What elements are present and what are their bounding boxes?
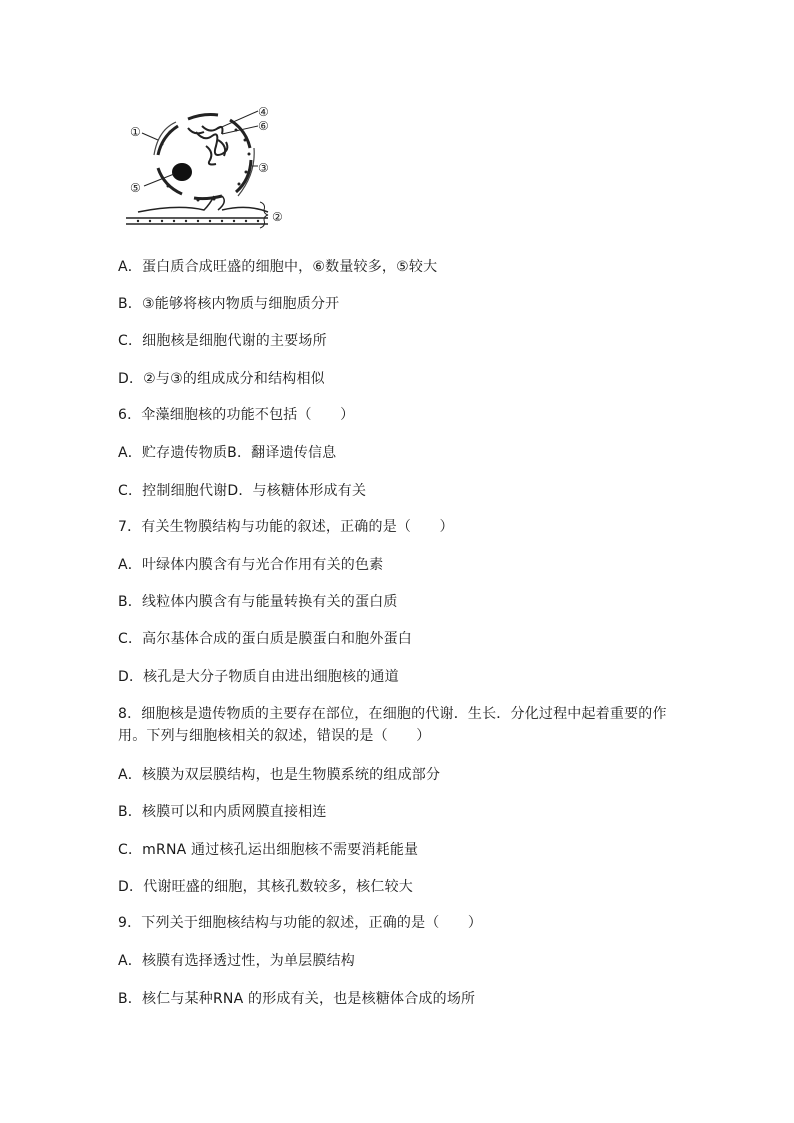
option-cd: C．控制细胞代谢D．与核糖体形成有关 [118,483,367,499]
label-6: ⑥ [258,119,269,133]
option-c: C．细胞核是细胞代谢的主要场所 [118,333,327,349]
nuclear-envelope-segment [188,115,218,120]
chromatin [188,126,227,165]
option-a: A．叶绿体内膜含有与光合作用有关的色素 [118,557,384,573]
question-6: 6．伞藻细胞核的功能不包括（ ） [118,407,355,423]
nuclear-envelope-segment [230,120,250,148]
option-c: C．mRNA 通过核孔运出细胞核不需要消耗能量 [118,842,419,858]
nucleolus [172,163,192,181]
option-ab: A．贮存遗传物质B．翻译遗传信息 [118,445,337,461]
nuclear-envelope-segment [236,160,251,192]
option-a: A．蛋白质合成旺盛的细胞中，⑥数量较多，⑤较大 [118,259,438,275]
option-d: D．②与③的组成成分和结构相似 [118,371,325,387]
option-b: B．线粒体内膜含有与能量转换有关的蛋白质 [118,594,398,610]
nuclear-envelope-segment [194,196,222,199]
option-d: D．核孔是大分子物质自由进出细胞核的通道 [118,669,399,685]
label-4: ④ [258,105,269,119]
option-b: B．核膜可以和内质网膜直接相连 [118,804,327,820]
label-3: ③ [258,161,269,175]
option-b: B．核仁与某种RNA 的形成有关，也是核糖体合成的场所 [118,991,476,1007]
nuclear-envelope-segment [158,126,178,155]
question-7: 7．有关生物膜结构与功能的叙述，正确的是（ ） [118,519,454,535]
label-2: ② [272,210,283,224]
nucleus-diagram [118,100,283,230]
option-a: A．核膜为双层膜结构，也是生物膜系统的组成部分 [118,767,441,783]
label-5: ⑤ [130,181,141,195]
option-c: C．高尔基体合成的蛋白质是膜蛋白和胞外蛋白 [118,631,412,647]
question-8: 8．细胞核是遗传物质的主要存在部位，在细胞的代谢．生长．分化过程中起着重要的作用。下列与细胞核相关的叙述，错误的是（ ） [118,706,667,744]
option-b: B．③能够将核内物质与细胞质分开 [118,296,340,312]
label-1: ① [130,125,141,139]
question-9: 9．下列关于细胞核结构与功能的叙述，正确的是（ ） [118,915,483,931]
option-a: A．核膜有选择透过性，为单层膜结构 [118,953,355,969]
option-d: D．代谢旺盛的细胞，其核孔数较多，核仁较大 [118,879,413,895]
